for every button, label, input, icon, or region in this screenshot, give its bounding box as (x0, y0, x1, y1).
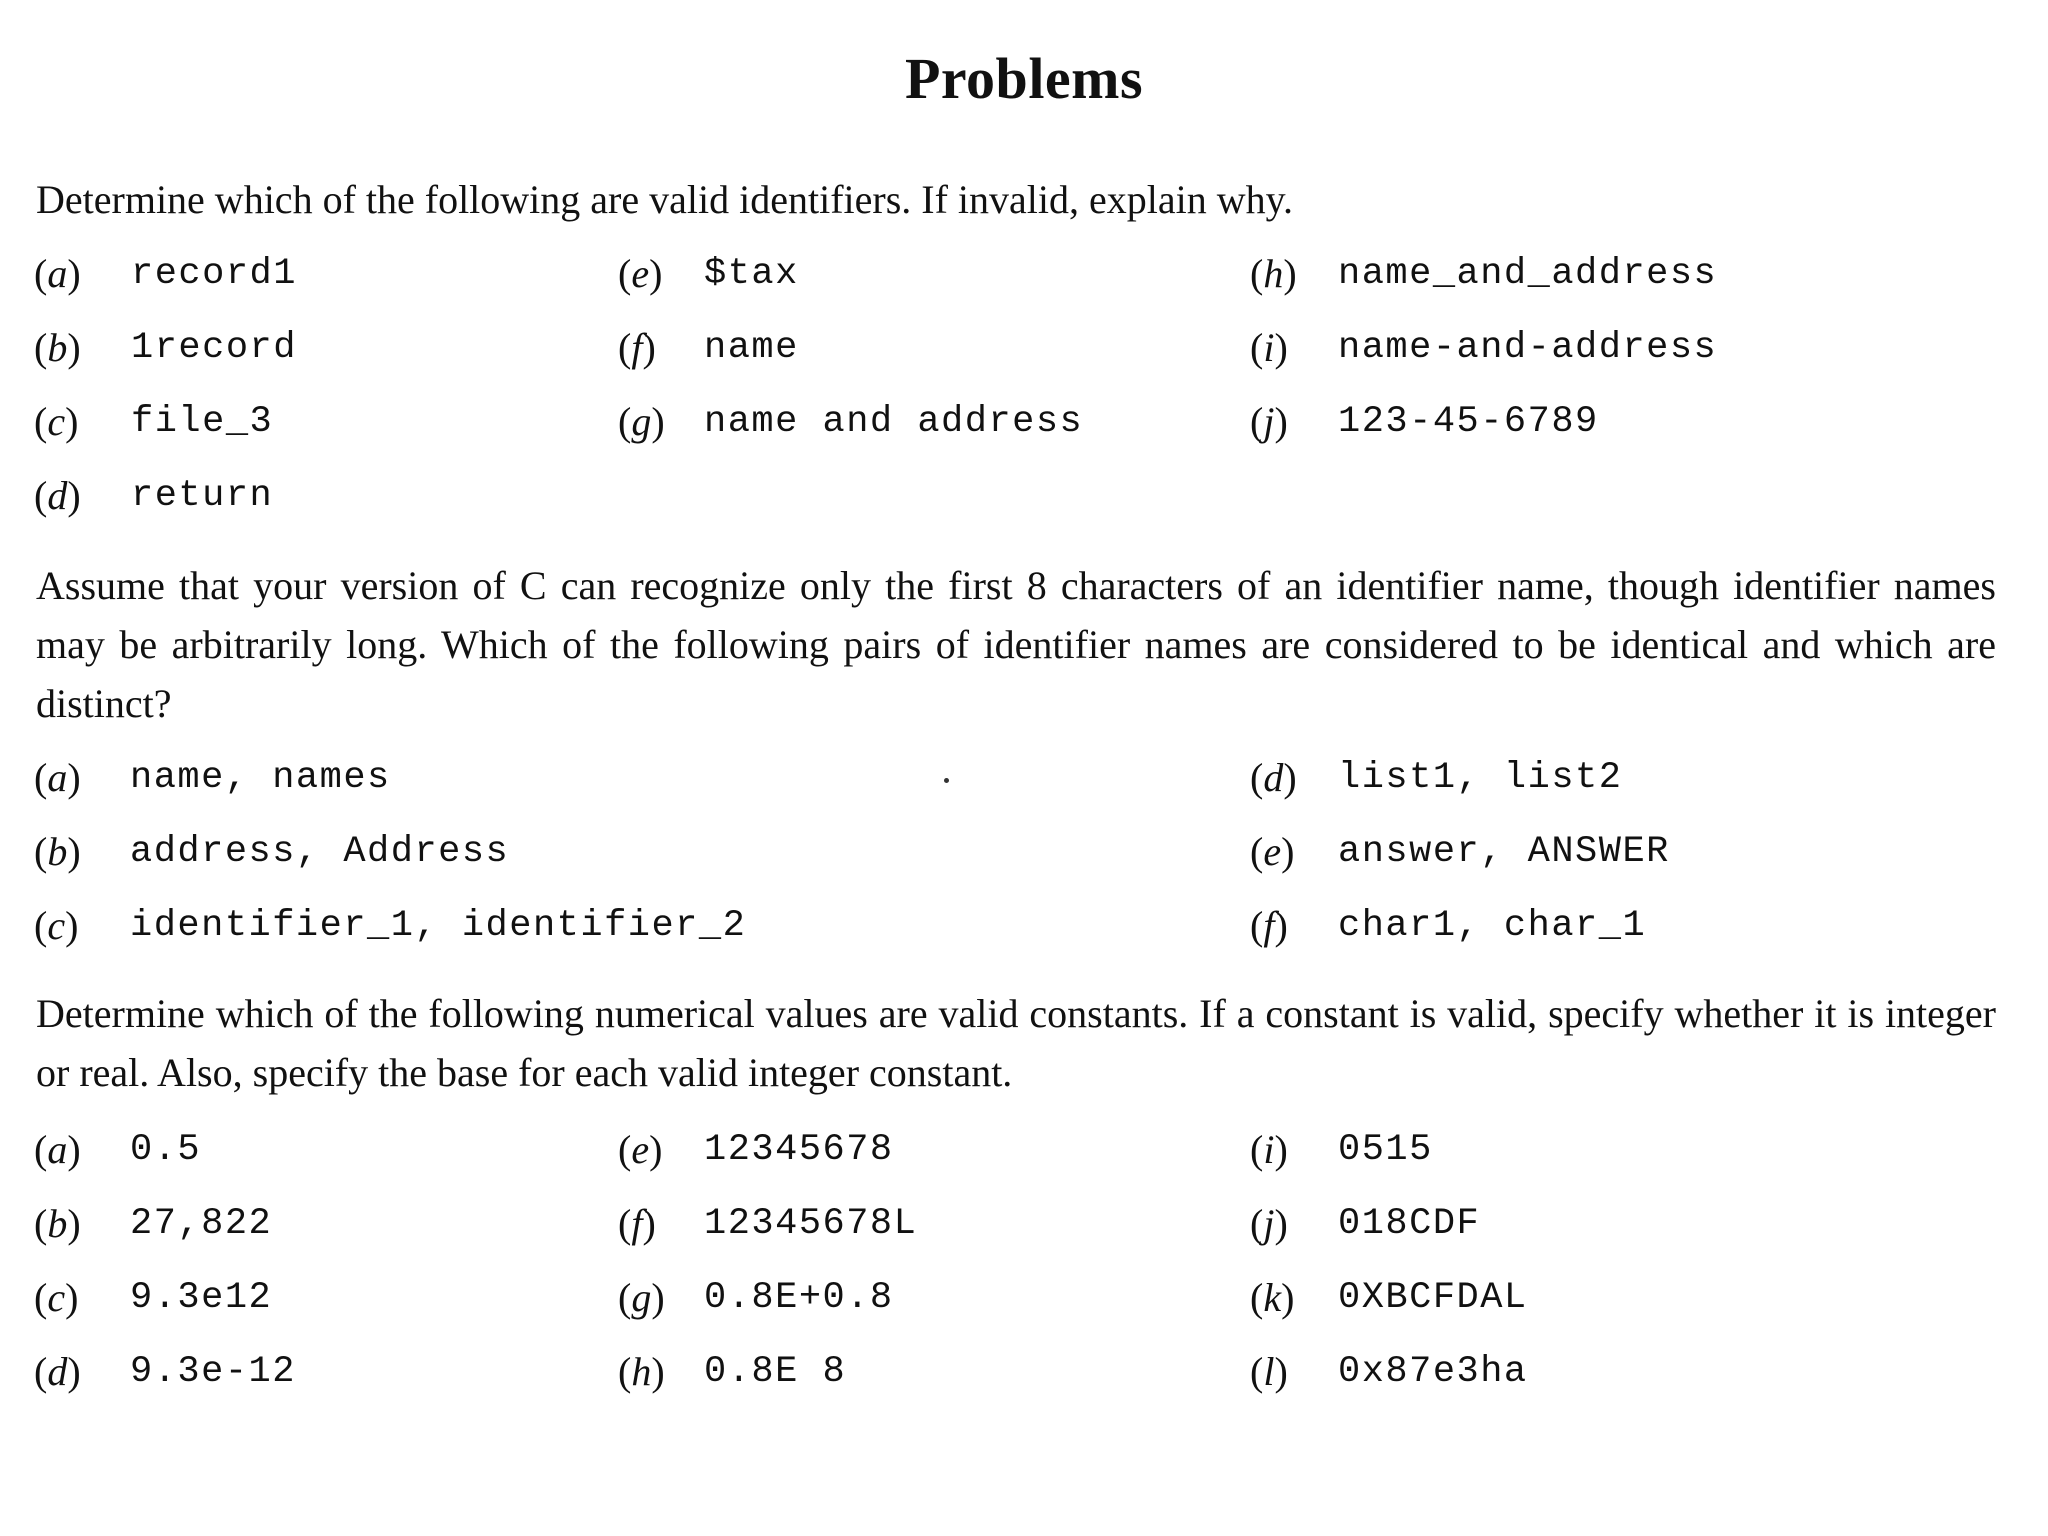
item-value: 123-45-6789 (1338, 401, 1599, 443)
item-label: j (1263, 1201, 1275, 1246)
item-value: 018CDF (1338, 1203, 1481, 1245)
item-label: a (47, 251, 68, 296)
item-label: j (1263, 399, 1275, 444)
item-label: c (47, 399, 66, 444)
item-label: f (631, 325, 643, 370)
item-value: 0x87e3ha (1338, 1351, 1528, 1393)
item-value: 12345678L (704, 1203, 918, 1245)
item-label: a (47, 1127, 68, 1172)
problem-2-prompt: Assume that your version of C can recognize only the first 8 characters of an identifier name, though identifier names may be arbitrarily long. Which of the following pairs of identifier names are considered to be identical and which are distinct? (36, 563, 1996, 726)
item-value: identifier_1, identifier_2 (130, 905, 747, 947)
item-value: name and address (704, 401, 1084, 443)
item-label: a (47, 755, 68, 800)
item-value: 27,822 (130, 1203, 273, 1245)
item-value: name-and-address (1338, 327, 1718, 369)
item-value: 0.8E 8 (704, 1351, 847, 1393)
problem-3-prompt: Determine which of the following numerical values are valid constants. If a constant is valid, specify whether it is integer or real. Also, specify the base for each valid integer constant. (36, 991, 1996, 1095)
item-value: char1, char_1 (1338, 905, 1647, 947)
item-label: c (47, 1275, 66, 1320)
item-value: record1 (131, 253, 297, 295)
item-value: name_and_address (1338, 253, 1718, 295)
item-value: list1, list2 (1338, 757, 1623, 799)
item-label: e (631, 251, 650, 296)
item-label: g (631, 1275, 652, 1320)
item-label: d (47, 473, 68, 518)
item-value: 0515 (1338, 1129, 1433, 1171)
stray-mark (944, 778, 949, 783)
document-page: Problems Determine which of the following are valid identifiers. If invalid, explain why. (a) record1 (b) 1record (c) file_3 (d) return (e) $tax (f) name (g) name and address (h) name_and_address (i) name-and-address (j) 123-45-6789 Assume that your version of C can recognize only the first 8 characters of an identifier name, though identifier names may be arbitrarily long. Which of the following pairs of identifier names are considered to be identical and which are distinct? (a) name, names (b) address, Address (c) identifier_1, identifier_2 (d) list1, list2 (e) answer, ANSWER (f) char1, char_1 Determine which of the following numerical values are valid constants. If a constant is valid, specify whether it is integer or real. Also, specify the base for each valid integer constant. (a) 0.5 (b) 27,822 (c) 9.3e12 (d) 9.3e-12 (e) 12345678 (f) 12345678L (g) 0.8E+0.8 (h) 0.8E 8 (i) 0515 (j) 018CDF (k) 0XBCFDAL (l) 0x87e3ha (0, 0, 2048, 1536)
item-label: d (47, 1349, 68, 1394)
item-value: name, names (130, 757, 391, 799)
item-label: h (1263, 251, 1284, 296)
item-label: d (1263, 755, 1284, 800)
item-value: 9.3e12 (130, 1277, 273, 1319)
item-label: g (631, 399, 652, 444)
item-label: b (47, 829, 68, 874)
item-value: file_3 (131, 401, 274, 443)
item-label: e (1263, 829, 1282, 874)
item-value: 0.8E+0.8 (704, 1277, 894, 1319)
item-value: return (131, 475, 274, 517)
item-value: name (704, 327, 799, 369)
item-label: k (1263, 1275, 1282, 1320)
item-value: $tax (704, 253, 799, 295)
item-value: address, Address (130, 831, 510, 873)
item-label: i (1263, 325, 1275, 370)
item-label: f (1263, 903, 1275, 948)
item-label: e (631, 1127, 650, 1172)
problem-1-prompt: Determine which of the following are valid identifiers. If invalid, explain why. (36, 177, 1294, 222)
item-value: 12345678 (704, 1129, 894, 1171)
item-label: b (47, 325, 68, 370)
item-label: b (47, 1201, 68, 1246)
page-title: Problems (904, 46, 1144, 111)
item-label: f (631, 1201, 643, 1246)
item-value: 1record (131, 327, 297, 369)
item-value: 9.3e-12 (130, 1351, 296, 1393)
item-value: 0.5 (130, 1129, 202, 1171)
item-label: c (47, 903, 66, 948)
item-label: i (1263, 1127, 1275, 1172)
item-label: l (1263, 1349, 1275, 1394)
item-value: answer, ANSWER (1338, 831, 1670, 873)
item-label: h (631, 1349, 652, 1394)
item-value: 0XBCFDAL (1338, 1277, 1528, 1319)
